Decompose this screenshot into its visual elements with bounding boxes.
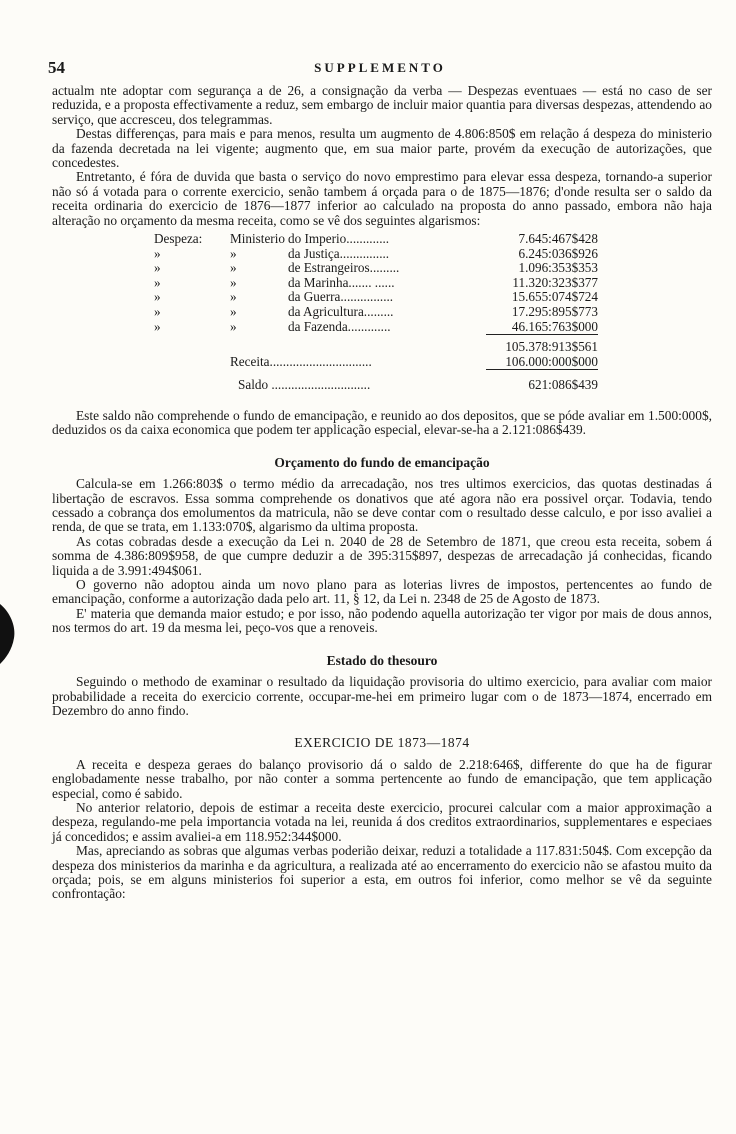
subtotal-value: 105.378:913$561 bbox=[486, 335, 598, 355]
receita-value: 106.000:000$000 bbox=[505, 353, 598, 369]
expense-row-value: 17.295:895$773 bbox=[511, 304, 598, 320]
expense-row-value: 15.655:074$724 bbox=[511, 289, 598, 305]
section-title-thesouro: Estado do thesouro bbox=[326, 652, 438, 668]
expense-row-ministry: » bbox=[230, 289, 237, 305]
expense-row-label: da Marinha....... ...... bbox=[288, 274, 395, 290]
emancipacao-paragraph-3: O governo não adoptou ainda um novo plano para as loterias livres de impostos, pertencentes ao fundo de emancipação, conforme a autorização dada pelo art. 11, § 12, da Lei n. 2348 de 25 de Agosto de 1873. bbox=[52, 577, 712, 607]
section-title-emancipacao: Orçamento do fundo de emancipação bbox=[274, 454, 490, 470]
expense-row-ministry: Ministerio bbox=[230, 231, 285, 247]
emancipacao-paragraph-4: E' materia que demanda maior estudo; e por isso, não podendo aquella autorização ter vigor por mais de dous annos, nos termos do art. 19 da mesma lei, peço-vos que a renoveis. bbox=[52, 605, 712, 636]
saldo-value: 621:086$439 bbox=[486, 370, 598, 393]
expense-row-ministry: » bbox=[230, 318, 237, 334]
expense-row bbox=[154, 320, 598, 335]
expense-row-prefix: » bbox=[154, 289, 161, 305]
exercicio-paragraph-3: Mas, apreciando as sobras que algumas verbas poderião deixar, reduzi a totalidade a 117.831:504$. Com excepção da despeza dos ministerios da marinha e da agricultura, a realizada até ao encerramento do exercicio não se afastou muito da orçada; pois, se em alguns ministerios foi superior a esta, em outros foi inferior, como melhor se vê da seguinte confrontação: bbox=[52, 843, 712, 902]
expense-row bbox=[154, 261, 598, 276]
subtotal-row bbox=[154, 335, 598, 355]
expense-row-prefix: » bbox=[154, 304, 161, 320]
intro-paragraph-1: actualm nte adoptar com segurança a de 26, a consignação da verba — Despezas eventuaes — está no caso de ser reduzida, e a proposta effectivamente a reduz, sem embargo de incluir maior quantia para diversas despezas, attendendo ao serviço, que accresceu, dos telegrammas. bbox=[52, 83, 712, 127]
expense-row-prefix: » bbox=[154, 318, 161, 334]
saldo-label: Saldo .............................. bbox=[238, 377, 371, 393]
expense-table bbox=[154, 232, 598, 393]
expense-row bbox=[154, 305, 598, 320]
expense-row bbox=[154, 232, 598, 247]
exercicio-paragraph-1: A receita e despeza geraes do balanço provisorio dá o saldo de 2.218:646$, differente do que ha de figurar englobadamente nesse trabalho, por não conter a somma pertencente ao fundo de emancipação, que tem applicação especial, como é sabido. bbox=[52, 756, 712, 801]
expense-row-ministry: » bbox=[230, 304, 237, 320]
expense-row-prefix: Despeza: bbox=[154, 231, 203, 247]
intro-paragraph-2: Destas differenças, para mais e para menos, resulta um augmento de 4.806:850$ em relação á despeza do ministerio da fazenda decretada na lei vigente; augmento que, em sua maior parte, provém da execução de autorizações, que concedestes. bbox=[52, 126, 712, 171]
expense-row bbox=[154, 276, 598, 291]
running-title: SUPPLEMENTO bbox=[314, 60, 446, 75]
page-number: 54 bbox=[48, 58, 65, 77]
after-table-paragraph: Este saldo não comprehende o fundo de emancipação, e reunido ao dos depositos, que se póde avaliar em 1.500:000$, deduzidos os da caixa economica que podem ter applicação especial, elevar-se-ha a 2.121:086$439. bbox=[52, 408, 712, 438]
expense-row-value: 46.165:763$000 bbox=[511, 318, 598, 334]
expense-row-label: da Guerra................ bbox=[288, 289, 394, 305]
receita-label: Receita............................... bbox=[230, 354, 372, 370]
binding-mark bbox=[0, 598, 18, 668]
expense-row-label: da Agricultura......... bbox=[288, 304, 394, 320]
expense-row-prefix: » bbox=[154, 274, 161, 290]
page-header bbox=[48, 58, 712, 80]
expense-row-value: 7.645:467$428 bbox=[518, 231, 598, 247]
thesouro-paragraph-1: Seguindo o methodo de examinar o resultado da liquidação provisoria do ultimo exercicio, para avaliar com maior probabilidade a receita do exercicio corrente, occupar-me-hei em primeiro lugar com o de 1873—1874, encerrado em Dezembro do anno findo. bbox=[52, 674, 712, 718]
expense-row-ministry: » bbox=[230, 274, 237, 290]
expense-row-value: 11.320:323$377 bbox=[512, 274, 598, 290]
exercicio-paragraph-2: No anterior relatorio, depois de estimar a receita deste exercicio, procurei calcular com a maior approximação a despeza, regulando-me pela importancia votada na lei, reunida á dos creditos extraordinarios, supplementares e especiaes já concedidos; e assim avaliei-a em 118.952:344$000. bbox=[52, 799, 712, 844]
expense-row bbox=[154, 290, 598, 305]
expense-row bbox=[154, 247, 598, 262]
expense-row-prefix: » bbox=[154, 260, 161, 276]
expense-row-label: do Imperio............. bbox=[288, 231, 390, 247]
saldo-row bbox=[154, 370, 598, 393]
expense-row-value: 6.245:036$926 bbox=[518, 245, 598, 261]
document-body bbox=[52, 84, 712, 902]
emancipacao-paragraph-1: Calcula-se em 1.266:803$ o termo médio da arrecadação, nos tres ultimos exercicios, das quotas destinadas á libertação de escravos. Essa somma comprehende os donativos que até agora não era possivel orçar. Todavia, tendo cessado a cobrança dos emolumentos da matricula, não se deve contar com o resultado desse calculo, e por isso avaliei a renda, de que se trata, em 1.133:070$, algarismo da ultima proposta. bbox=[52, 476, 712, 535]
intro-paragraph-3: Entretanto, é fóra de duvida que basta o serviço do novo emprestimo para elevar essa despeza, tornando-a superior não só á votada para o corrente exercicio, senão tambem á orçada para o de 1875—1876; d'onde resulta ser o saldo da receita ordinaria do exercicio de 1876—1877 inferior ao calculado na proposta do anno passado, embora não haja alteração no orçamento da mesma receita, como se vê dos seguintes algarismos: bbox=[52, 169, 712, 228]
section-title-exercicio: EXERCICIO DE 1873—1874 bbox=[294, 735, 470, 751]
expense-row-label: da Fazenda............. bbox=[288, 318, 391, 334]
expense-row-ministry: » bbox=[230, 260, 237, 276]
receita-row bbox=[154, 355, 598, 370]
expense-row-value: 1.096:353$353 bbox=[518, 260, 598, 276]
expense-row-prefix: » bbox=[154, 245, 161, 261]
expense-row-label: de Estrangeiros......... bbox=[288, 260, 400, 276]
expense-row-ministry: » bbox=[230, 245, 237, 261]
emancipacao-paragraph-2: As cotas cobradas desde a execução da Lei n. 2040 de 28 de Setembro de 1871, que creou esta receita, sobem á somma de 4.386:809$958, de que cumpre deduzir a de 395:315$897, despezas de arrecadação já conhecidas, ficando liquida a de 3.991:494$061. bbox=[52, 533, 712, 578]
expense-row-label: da Justiça............... bbox=[288, 245, 390, 261]
